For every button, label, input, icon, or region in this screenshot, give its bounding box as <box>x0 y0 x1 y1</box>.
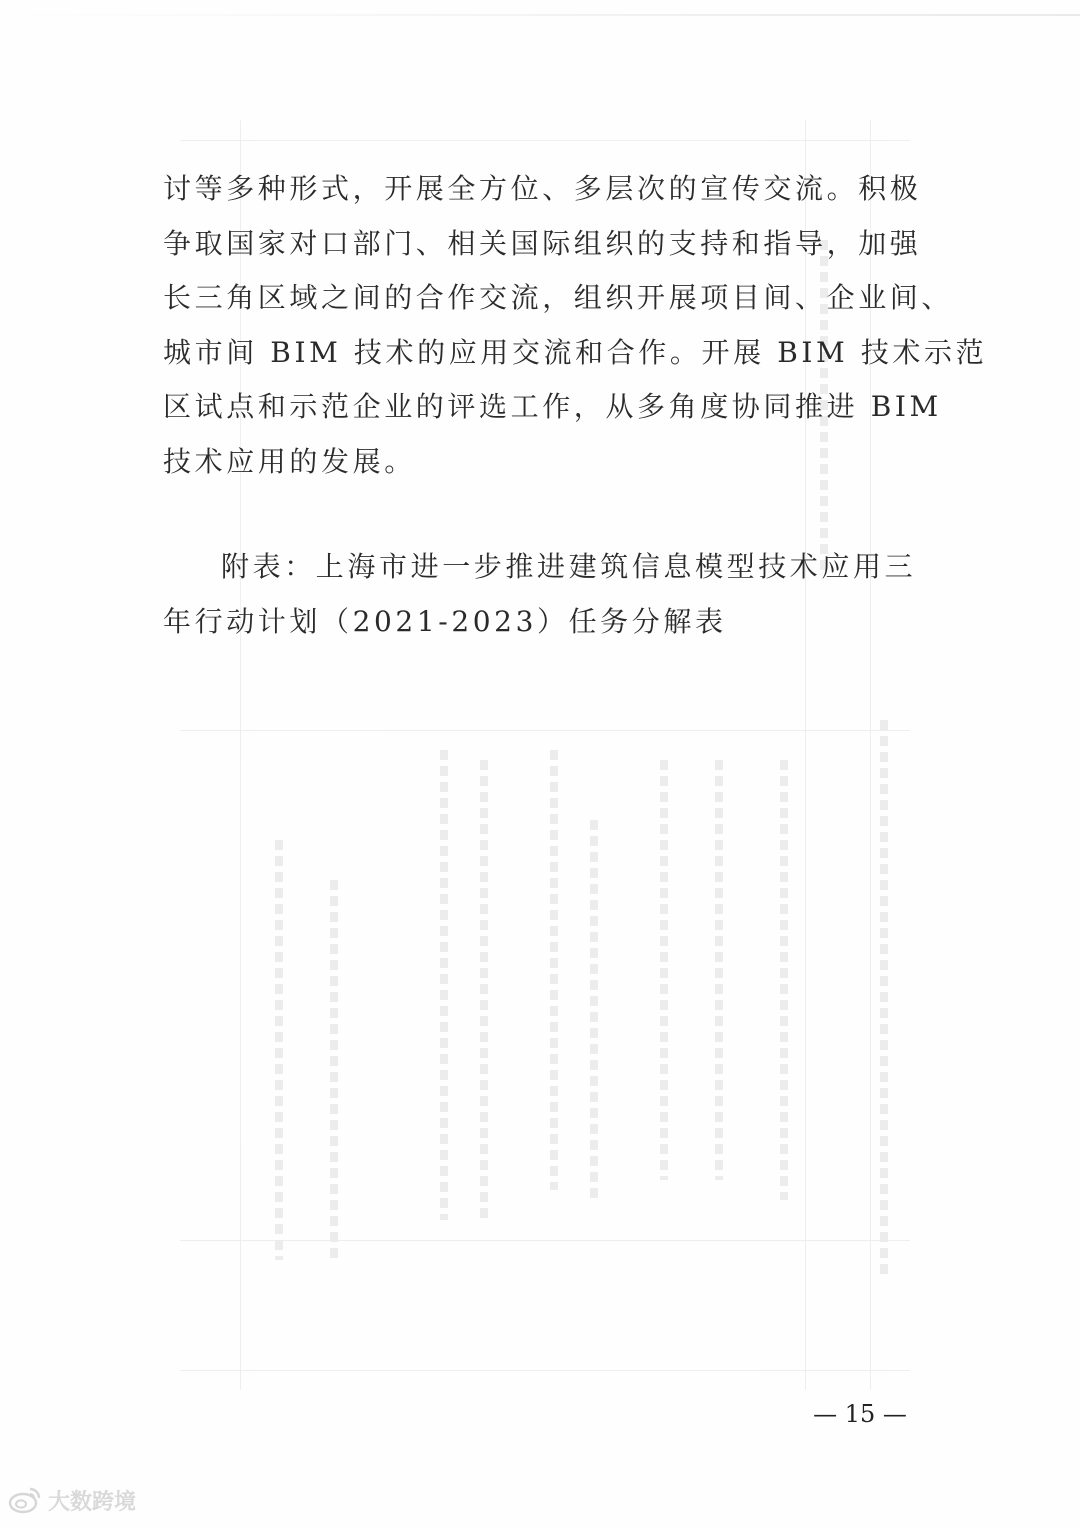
appendix-line: 年行动计划（2021-2023）任务分解表 <box>163 604 727 638</box>
paragraph-line: 长三角区域之间的合作交流，组织开展项目间、企业间、 <box>163 281 954 315</box>
appendix-note <box>163 540 915 649</box>
paragraph-line: 城市间 BIM 技术的应用交流和合作。开展 BIM 技术示范 <box>163 335 988 369</box>
paragraph-line: 区试点和示范企业的评选工作，从多角度协同推进 BIM <box>163 390 942 424</box>
weibo-logo-icon <box>8 1485 42 1515</box>
page-top-edge <box>0 14 1080 16</box>
watermark-text: 大数跨境 <box>48 1489 137 1515</box>
paragraph-line: 技术应用的发展。 <box>163 444 416 478</box>
watermark <box>8 1478 136 1522</box>
page-number: — 15 — <box>813 1400 907 1428</box>
paragraph-line: 争取国家对口部门、相关国际组织的支持和指导，加强 <box>163 226 922 260</box>
appendix-line: 附表：上海市进一步推进建筑信息模型技术应用三 <box>221 550 917 583</box>
paragraph-line: 讨等多种形式，开展全方位、多层次的宣传交流。积极 <box>163 172 922 205</box>
body-paragraph <box>163 162 988 490</box>
